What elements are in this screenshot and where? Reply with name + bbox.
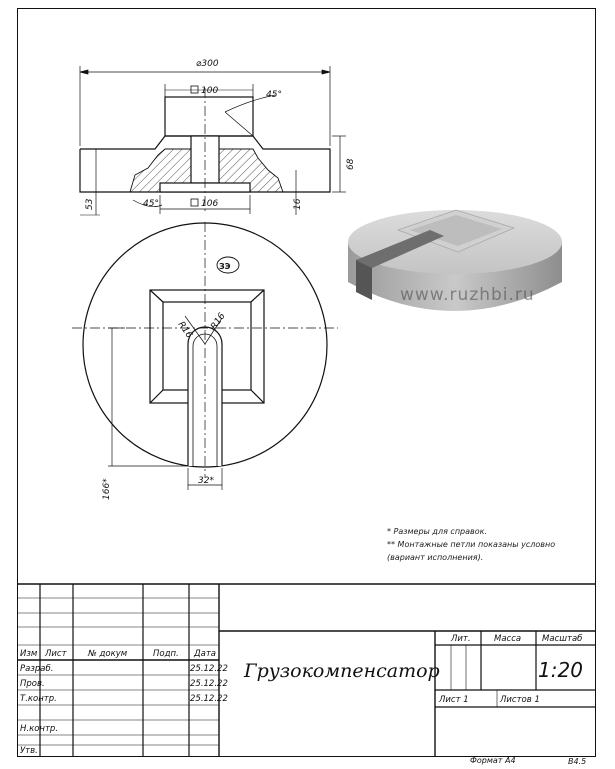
header-sign: Подп. <box>153 649 179 659</box>
sheets-label: Листов 1 <box>500 695 540 705</box>
photo-watermark: www.ruzhbi.ru <box>400 285 535 305</box>
dim-radius-left: R16 <box>175 319 194 341</box>
dim-radius-right: R16 <box>209 311 228 332</box>
dim-depth-16: 16 <box>293 198 303 210</box>
header-izm: Изм <box>20 649 38 659</box>
dim-square-100: 100 <box>201 86 219 96</box>
role-norm-control: Н.контр. <box>20 724 59 734</box>
dim-square-106: 106 <box>201 199 219 209</box>
date-tech-control: 25.12.22 <box>190 694 228 704</box>
sheet-label: Лист 1 <box>439 695 469 705</box>
note-line-1: * Размеры для справок. <box>387 527 488 536</box>
document-title: Грузокомпенсатор <box>244 660 440 682</box>
dim-angle-top: 45° <box>266 90 282 100</box>
note-line-3: (вариант исполнения). <box>387 553 484 562</box>
dim-angle-bottom: 45° <box>143 199 159 209</box>
role-developer: Разраб. <box>20 664 54 674</box>
note-line-2: ** Монтажные петли показаны условно <box>387 540 556 549</box>
dim-diameter-300: ⌀300 <box>196 59 219 69</box>
footer-format: Формат А4 <box>470 756 516 765</box>
dim-slot-length: 166* <box>102 478 112 500</box>
header-doc-num: № докум <box>88 649 128 659</box>
role-approved: Утв. <box>20 746 38 756</box>
dim-height-68: 68 <box>346 158 356 170</box>
date-developer: 25.12.22 <box>190 664 228 674</box>
header-date: Дата <box>194 649 217 659</box>
role-tech-control: Т.контр. <box>20 694 57 704</box>
scale-value: 1:20 <box>538 658 583 682</box>
dim-height-53: 53 <box>85 198 95 210</box>
dim-slot-width: 32* <box>198 476 214 486</box>
mark-symbol: ЗЭ <box>219 262 231 271</box>
header-list: Лист <box>45 649 67 659</box>
lit-label: Лит. <box>451 634 471 644</box>
date-checker: 25.12.22 <box>190 679 228 689</box>
role-checker: Пров. <box>20 679 45 689</box>
scale-label: Масштаб <box>542 634 583 644</box>
mass-label: Масса <box>494 634 522 644</box>
footer-code: В4.5 <box>568 757 587 766</box>
